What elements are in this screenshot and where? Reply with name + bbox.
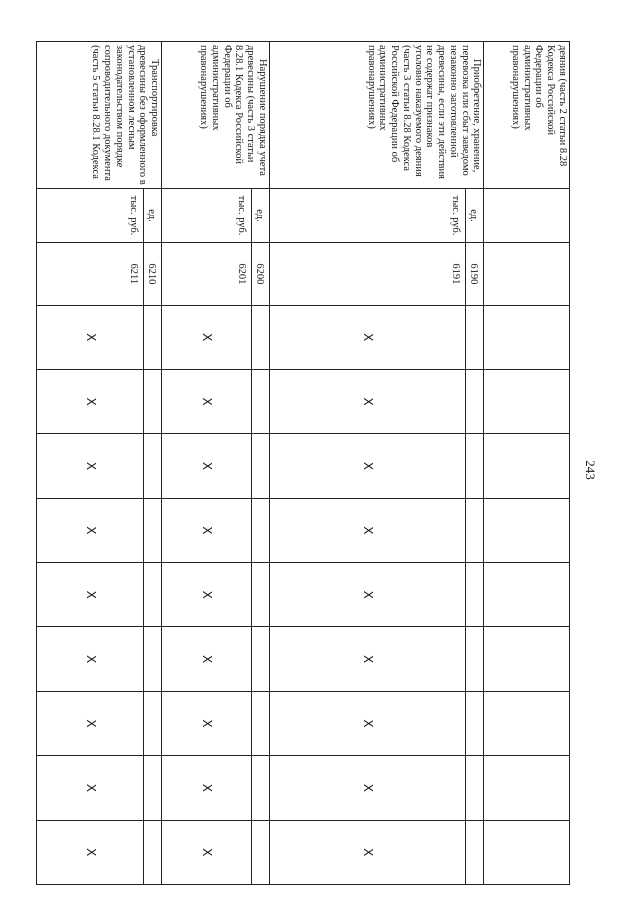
- unit-cell: тыс. руб.: [162, 188, 252, 242]
- value-cell: [143, 498, 161, 562]
- value-cell: [466, 627, 484, 691]
- x-mark: X: [162, 563, 252, 627]
- unit-cell: ед.: [466, 188, 484, 242]
- table-row: [251, 42, 269, 885]
- value-cell: [143, 563, 161, 627]
- x-mark: X: [162, 434, 252, 498]
- code-cell: 6190: [466, 243, 484, 305]
- value-cell: [466, 691, 484, 755]
- x-mark: X: [37, 756, 144, 820]
- page-number: 243: [583, 460, 598, 480]
- value-cell: [484, 563, 570, 627]
- value-cell: [484, 498, 570, 562]
- table-frame: [36, 41, 570, 885]
- value-cell: [466, 563, 484, 627]
- value-cell: [143, 756, 161, 820]
- table-row: [484, 42, 570, 885]
- x-mark: X: [269, 563, 466, 627]
- value-cell: [251, 756, 269, 820]
- row-name-cell: Нарушение порядка учета древесины (часть 3 статьи 8.28.1 Кодекса Российской Федерации об административных правонарушениях): [162, 42, 270, 189]
- value-cell: [251, 563, 269, 627]
- table-row: [466, 42, 484, 885]
- code-cell: [484, 243, 570, 305]
- value-cell: [251, 691, 269, 755]
- x-mark: X: [37, 691, 144, 755]
- x-mark: X: [37, 820, 144, 884]
- value-cell: [466, 369, 484, 433]
- value-cell: [484, 369, 570, 433]
- x-mark: X: [162, 369, 252, 433]
- x-mark: X: [162, 691, 252, 755]
- code-cell: 6191: [269, 243, 466, 305]
- x-mark: X: [269, 369, 466, 433]
- violations-table: [36, 41, 570, 885]
- x-mark: X: [269, 691, 466, 755]
- value-cell: [466, 756, 484, 820]
- x-mark: X: [37, 563, 144, 627]
- x-mark: X: [269, 820, 466, 884]
- x-mark: X: [269, 498, 466, 562]
- value-cell: [143, 691, 161, 755]
- value-cell: [143, 627, 161, 691]
- value-cell: [484, 305, 570, 369]
- value-cell: [251, 305, 269, 369]
- row-name-cell: деяния (часть 2 статьи 8.28 Кодекса Российской Федерации об административных правонарушениях): [484, 42, 570, 189]
- rotated-table-container: [36, 41, 570, 885]
- value-cell: [251, 627, 269, 691]
- x-mark: X: [162, 820, 252, 884]
- table-row: [143, 42, 161, 885]
- row-name-cell: Транспортировка древесины без оформленного в установленном лесным законодательством порядке сопроводительного документа (часть 5 статьи 8.28.1 Кодекса: [37, 42, 162, 189]
- x-mark: X: [162, 756, 252, 820]
- x-mark: X: [37, 369, 144, 433]
- value-cell: [251, 369, 269, 433]
- x-mark: X: [37, 498, 144, 562]
- x-mark: X: [269, 627, 466, 691]
- value-cell: [143, 305, 161, 369]
- value-cell: [484, 820, 570, 884]
- value-cell: [484, 691, 570, 755]
- unit-cell: [484, 188, 570, 242]
- code-cell: 6201: [162, 243, 252, 305]
- value-cell: [466, 305, 484, 369]
- x-mark: X: [269, 756, 466, 820]
- value-cell: [251, 498, 269, 562]
- value-cell: [143, 820, 161, 884]
- value-cell: [143, 434, 161, 498]
- x-mark: X: [37, 434, 144, 498]
- value-cell: [484, 434, 570, 498]
- code-cell: 6211: [37, 243, 144, 305]
- code-cell: 6210: [143, 243, 161, 305]
- x-mark: X: [162, 627, 252, 691]
- x-mark: X: [37, 305, 144, 369]
- x-mark: X: [269, 305, 466, 369]
- row-name-cell: Приобретение, хранение, перевозка или сбыт заведомо незаконно заготовленной древесины, если эти действия не содержат признаков уголовно наказуемого деяния (часть 3 статьи 8.28 Кодекса Российской Федерации об административных правонарушениях): [269, 42, 484, 189]
- value-cell: [484, 627, 570, 691]
- value-cell: [466, 434, 484, 498]
- value-cell: [251, 434, 269, 498]
- value-cell: [466, 820, 484, 884]
- value-cell: [466, 498, 484, 562]
- unit-cell: ед.: [143, 188, 161, 242]
- x-mark: X: [37, 627, 144, 691]
- value-cell: [251, 820, 269, 884]
- value-cell: [143, 369, 161, 433]
- value-cell: [484, 756, 570, 820]
- code-cell: 6200: [251, 243, 269, 305]
- unit-cell: ед.: [251, 188, 269, 242]
- unit-cell: тыс. руб.: [37, 188, 144, 242]
- x-mark: X: [162, 305, 252, 369]
- x-mark: X: [162, 498, 252, 562]
- x-mark: X: [269, 434, 466, 498]
- unit-cell: тыс. руб.: [269, 188, 466, 242]
